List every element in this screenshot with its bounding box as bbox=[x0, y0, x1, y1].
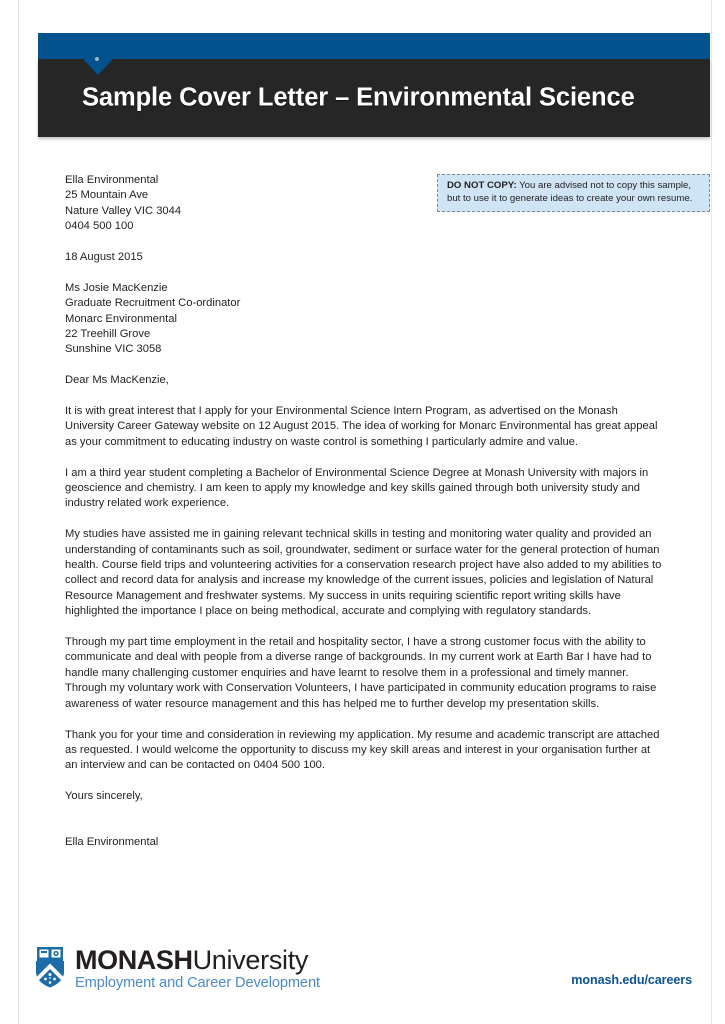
recipient-address-block bbox=[65, 281, 665, 358]
sender-phone: 0404 500 100 bbox=[65, 220, 134, 233]
recipient-name: Ms Josie MacKenzie bbox=[65, 281, 168, 294]
letter-paragraph: Through my part time employment in the retail and hospitality sector, I have a strong customer focus with the ability to communicate and deal with people from a diverse range of backgrounds. In my current work at Earth Bar I have had to handle many challenging customer enquiries and have learnt to resolve them in a professional and timely manner. Through my voluntary work with Conservation Volunteers, I have participated in community education programs to raise awareness of water resource management and this has helped me to further develop my presentation skills. bbox=[65, 636, 657, 710]
do-not-copy-text: You are advised not to copy this sample, but to use it to generate ideas to create your own resume. bbox=[447, 180, 693, 204]
header-banner bbox=[38, 33, 710, 137]
letter-paragraph: It is with great interest that I apply for your Environmental Science Intern Program, as advertised on the Monash University Career Gateway website on 12 August 2015. The idea of working for Monarc Environmental has great appeal as your commitment to educating industry on waste control is something I particularly admire and value. bbox=[65, 405, 658, 448]
monash-wordmark-bold: MONASH bbox=[75, 945, 193, 975]
letter-paragraph: Thank you for your time and consideration in reviewing my application. My resume and academic transcript are attached as requested. I would welcome the opportunity to discuss my key skill areas and interest in your organisation further at an interview and can be contacted on 0404 500 100. bbox=[65, 728, 660, 772]
letter-paragraph: My studies have assisted me in gaining relevant technical skills in testing and monitoring water quality and provided an understanding of contaminants such as soil, groundwater, sediment or surface water for the general protection of human health. Course field trips and volunteering activities for a conservation research project have also added to my abilities to collect and record data for analysis and increase my knowledge of the current issues, policies and legislation of Natural Resource Management and freshwater systems. My success in units requiring scientific report writing skills have highlighted the importance I place on being methodical, accurate and complying with regulatory standards. bbox=[65, 528, 662, 618]
signature-space bbox=[65, 820, 665, 835]
letter-body bbox=[65, 173, 665, 851]
header-dark-bar bbox=[38, 59, 710, 137]
letter-closing: Yours sincerely, bbox=[65, 790, 143, 803]
monash-wordmark-light: University bbox=[192, 945, 309, 975]
sender-name: Ella Environmental bbox=[65, 174, 159, 186]
sender-address-block bbox=[65, 173, 665, 235]
monash-wordmark bbox=[75, 945, 320, 975]
do-not-copy-label: DO NOT COPY: bbox=[447, 180, 517, 191]
recipient-street: 22 Treehill Grove bbox=[65, 328, 151, 341]
recipient-city-state-postcode: Sunshine VIC 3058 bbox=[65, 343, 162, 356]
monash-logo bbox=[32, 944, 320, 992]
careers-url-link[interactable]: monash.edu/careers bbox=[571, 973, 692, 987]
page-border-left bbox=[18, 0, 19, 1024]
header-blue-bar bbox=[38, 33, 710, 59]
recipient-company: Monarc Environmental bbox=[65, 312, 177, 325]
letter-signature-name: Ella Environmental bbox=[65, 836, 159, 849]
header-notch-triangle-icon bbox=[83, 59, 113, 75]
page-border-right bbox=[711, 0, 712, 1024]
page-title: Sample Cover Letter – Environmental Science bbox=[82, 83, 635, 112]
header-notch-dot-icon bbox=[95, 57, 99, 61]
letter-date: 18 August 2015 bbox=[65, 251, 143, 264]
letter-salutation: Dear Ms MacKenzie, bbox=[65, 374, 169, 387]
recipient-title: Graduate Recruitment Co-ordinator bbox=[65, 297, 241, 310]
monash-tagline: Employment and Career Development bbox=[75, 975, 320, 991]
monash-logo-text bbox=[75, 944, 320, 992]
sender-street: 25 Mountain Ave bbox=[65, 189, 149, 202]
sender-city-state-postcode: Nature Valley VIC 3044 bbox=[65, 204, 182, 217]
monash-crest-icon bbox=[32, 946, 68, 988]
letter-paragraph: I am a third year student completing a Bachelor of Environmental Science Degree at Monash University with majors in geoscience and chemistry. I am keen to apply my knowledge and key skills gained through both university study and industry related work experience. bbox=[65, 466, 649, 510]
